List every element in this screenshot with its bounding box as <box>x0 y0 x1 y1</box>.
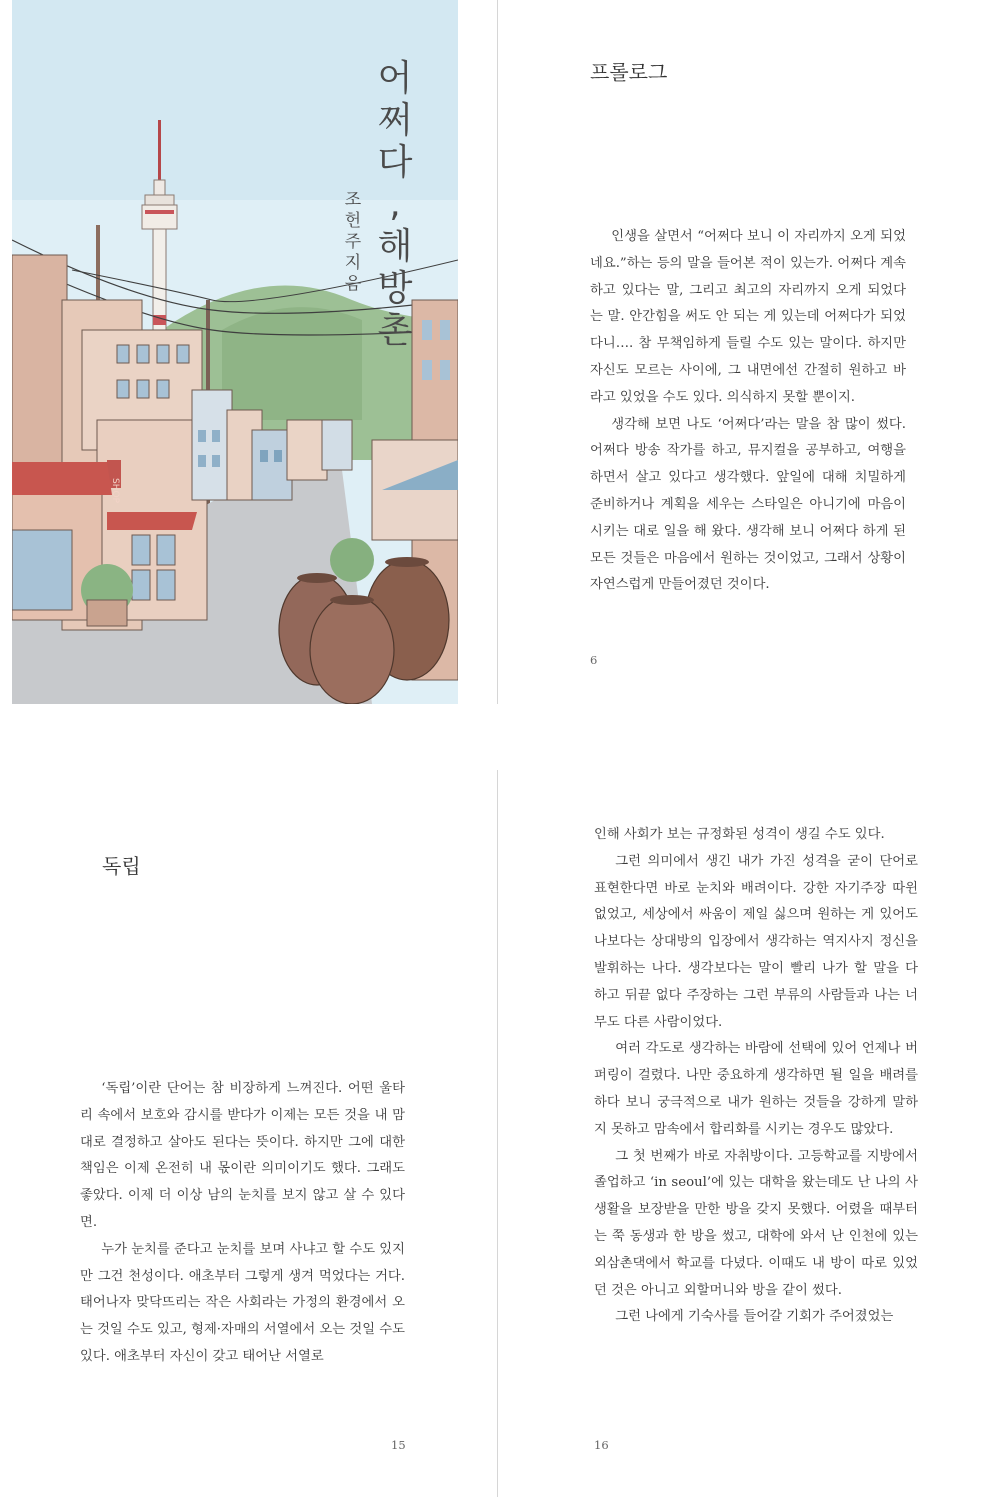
cover-title-char: 다 <box>377 142 413 183</box>
paragraph: 그런 의미에서 생긴 내가 가진 성격을 굳이 단어로 표현한다면 바로 눈치와 배려이다. 강한 자기주장 따윈 없었고, 세상에서 싸움이 제일 싫으며 원하는 게 있어도 나보다는 상대방의 입장에서 생각하는 역지사지 정신을 발휘하는 나다. 생각보다는 말이 빨리 나가 할 말을 다 하고 뒤끝 없다 주장하는 그런 부류의 사람들과 나는 너무도 다른 사람이었다. <box>594 853 918 1030</box>
cover-author-char: 지 <box>344 253 362 273</box>
paragraph: 여러 각도로 생각하는 바람에 선택에 있어 언제나 버퍼링이 걸렸다. 나만 중요하게 생각하면 될 일을 배려를 하다 보니 궁극적으로 내가 원하는 것들을 강하게 말하지 못하고 맘속에서 합리화를 시키는 경우도 많았다. <box>594 1041 918 1137</box>
cover-author-char: 조 <box>344 190 362 210</box>
cover-author-char: 헌 <box>344 211 362 231</box>
cover-title-char: 어 <box>377 58 413 99</box>
paragraph: 생각해 보면 나도 ‘어쩌다’라는 말을 참 많이 썼다. 어쩌다 방송 작가를 하고, 뮤지컬을 공부하고, 여행을 하면서 살고 있다고 생각했다. 앞일에 대해 치밀하게 준비하거나 계획을 세우는 스타일은 아니기에 마음이 시키는 대로 일을 해 왔다. 생각해 보니 어쩌다 하게 된 모든 것들은 마음에서 원하는 것이었고, 그래서 상황이 자연스럽게 만들어졌던 것이다. <box>590 416 906 593</box>
paragraph: 그 첫 번째가 바로 자취방이다. 고등학교를 지방에서 졸업하고 ‘in seoul’에 있는 대학을 왔는데도 난 나의 사생활을 보장받을 만한 방을 갖지 못했다. 어렸을 때부터는 쭉 동생과 한 방을 썼고, 대학에 와서 난 인천에 있는 외삼촌댁에서 학교를 다녔다. 이때도 내 방이 따로 있었던 것은 아니고 외할머니와 방을 같이 썼다. <box>594 1148 918 1298</box>
paragraph: ‘독립’이란 단어는 참 비장하게 느껴진다. 어떤 울타리 속에서 보호와 감시를 받다가 이제는 모든 것을 내 맘대로 결정하고 살아도 된다는 뜻이다. 하지만 그에 대한 책임은 이제 온전히 내 몫이란 의미이기도 했다. 그래도 좋았다. 이제 더 이상 남의 눈치를 보지 않고 살 수 있다면. <box>80 1081 405 1230</box>
shop-sign: SHOP <box>110 478 120 503</box>
cover-title-char: 해 <box>377 226 413 267</box>
paragraph: 인생을 살면서 “어쩌다 보니 이 자리까지 오게 되었네요.”하는 등의 말을 들어본 적이 있는가. 어쩌다 계속하고 있다는 말, 그리고 최고의 자리까지 오게 되었다는 말. 안간힘을 써도 안 되는 게 있는데 어쩌다가 되었다니…. 참 무책임하게 들릴 수도 있는 말이다. 하지만 자신도 모르는 사이에, 그 내면에선 간절히 원하고 바라고 있었을 수도 있다. 의식하지 못할 뿐이지. <box>590 229 906 405</box>
cover-title-char: 방 <box>377 268 413 309</box>
paragraph: 인해 사회가 보는 규정화된 성격이 생길 수도 있다. <box>594 827 885 842</box>
paragraph: 그런 나에게 기숙사를 들어갈 기회가 주어졌었는 <box>615 1309 894 1325</box>
page-number: 15 <box>391 1438 406 1452</box>
page-number: 6 <box>590 653 598 667</box>
page-body-continued <box>594 822 918 1331</box>
cover-title-char: 촌 <box>377 310 413 351</box>
cover-title-char: , <box>389 184 401 225</box>
cover-author-char: 주 <box>344 232 362 252</box>
page-heading-independence: 독립 <box>102 854 141 878</box>
page-heading-prologue: 프롤로그 <box>590 60 668 84</box>
page-number: 16 <box>594 1438 609 1452</box>
paragraph: 누가 눈치를 준다고 눈치를 보며 사냐고 할 수도 있지만 그건 천성이다. 애초부터 그렇게 생겨 먹었다는 거다. 태어나자 맞닥뜨리는 작은 사회라는 가정의 환경에서 오는 것일 수도 있고, 형제·자매의 서열에서 오는 것일 수도 있다. 애초부터 자신이 갖고 태어난 서열로 <box>80 1241 405 1364</box>
cover-title-char: 쩌 <box>377 100 413 141</box>
cover-author-char: 음 <box>344 274 362 294</box>
